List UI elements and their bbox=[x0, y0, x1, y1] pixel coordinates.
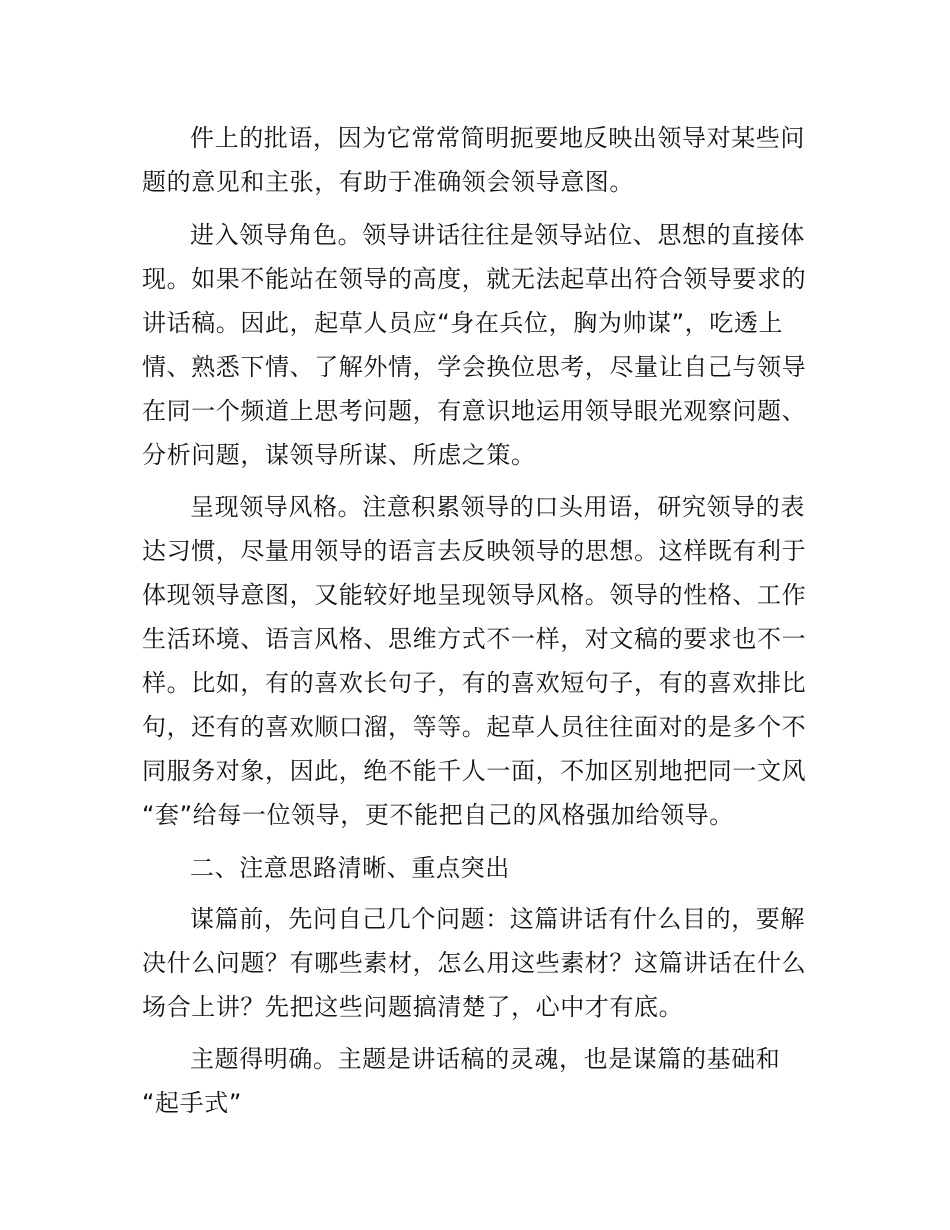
paragraph-1-line-2: 题的意见和主张，有助于准确领会领导意图。 bbox=[142, 168, 634, 196]
paragraph-3-line-8: “套”给每一位领导，更不能把自己的风格强加给领导。 bbox=[142, 801, 734, 829]
paragraph-2-line-2: 现。如果不能站在领导的高度，就无法起草出符合领导要求的 bbox=[142, 265, 807, 293]
paragraph-2-line-1: 进入领导角色。领导讲话往往是领导站位、思想的直接体 bbox=[190, 221, 805, 249]
paragraph-2-line-3: 讲话稿。因此，起草人员应“身在兵位，胸为帅谋”，吃透上 bbox=[142, 309, 784, 337]
paragraph-4-line-1: 谋篇前，先问自己几个问题：这篇讲话有什么目的，要解 bbox=[190, 905, 805, 933]
paragraph-3-line-2: 达习惯，尽量用领导的语言去反映领导的思想。这样既有利于 bbox=[142, 537, 807, 565]
paragraph-4-line-3: 场合上讲？先把这些问题搞清楚了，心中才有底。 bbox=[142, 993, 684, 1021]
paragraph-3-line-5: 样。比如，有的喜欢长句子，有的喜欢短句子，有的喜欢排比 bbox=[142, 669, 807, 697]
paragraph-3-line-7: 同服务对象，因此，绝不能千人一面，不加区别地把同一文风 bbox=[142, 757, 807, 785]
paragraph-3-line-3: 体现领导意图，又能较好地呈现领导风格。领导的性格、工作 bbox=[142, 581, 807, 609]
paragraph-3-line-4: 生活环境、语言风格、思维方式不一样，对文稿的要求也不一 bbox=[142, 625, 807, 653]
paragraph-5-line-2: “起手式” bbox=[142, 1089, 242, 1117]
paragraph-3-line-6: 句，还有的喜欢顺口溜，等等。起草人员往往面对的是多个不 bbox=[142, 713, 807, 741]
paragraph-1-line-1: 件上的批语，因为它常常简明扼要地反映出领导对某些问 bbox=[190, 124, 805, 152]
paragraph-3-line-1: 呈现领导风格。注意积累领导的口头用语，研究领导的表 bbox=[190, 493, 805, 521]
paragraph-2-line-4: 情、熟悉下情、了解外情，学会换位思考，尽量让自己与领导 bbox=[142, 353, 807, 381]
paragraph-2-line-6: 分析问题，谋领导所谋、所虑之策。 bbox=[142, 441, 536, 469]
section-heading: 二、注意思路清晰、重点突出 bbox=[190, 854, 510, 882]
paragraph-4-line-2: 决什么问题？有哪些素材，怎么用这些素材？这篇讲话在什么 bbox=[142, 949, 807, 977]
paragraph-2-line-5: 在同一个频道上思考问题，有意识地运用领导眼光观察问题、 bbox=[142, 397, 807, 425]
paragraph-5-line-1: 主题得明确。主题是讲话稿的灵魂，也是谋篇的基础和 bbox=[190, 1045, 781, 1073]
